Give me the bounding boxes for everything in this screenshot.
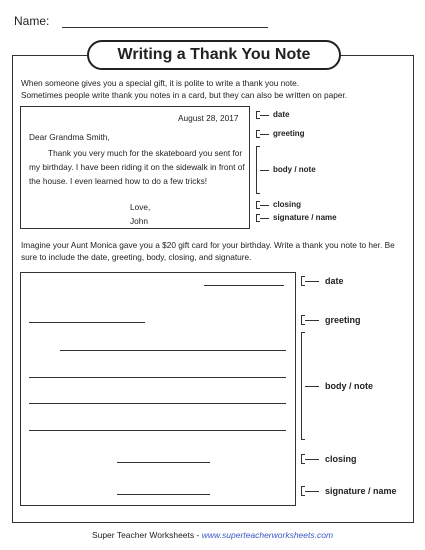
body-connector (260, 170, 269, 171)
footer-text: Super Teacher Worksheets - (91, 530, 202, 540)
write-line-signature[interactable] (117, 494, 210, 495)
write-line-greeting[interactable] (29, 322, 145, 323)
write-line-closing[interactable] (117, 462, 210, 463)
footer (0, 530, 425, 540)
intro-text (21, 77, 411, 101)
signature-connector (305, 491, 319, 492)
writing-prompt: Imagine your Aunt Monica gave you a $20 gift card for your birthday. Write a thank you note to her. Be sure to include the date, greeting, body, closing, and signature. (21, 240, 395, 262)
sample-date: August 28, 2017 (178, 113, 239, 123)
label-signature: signature / name (325, 486, 397, 496)
label-closing: closing (325, 454, 357, 464)
footer-link[interactable]: www.superteacherworksheets.com (201, 530, 334, 540)
worksheet-title: Writing a Thank You Note (87, 40, 341, 70)
signature-connector (260, 218, 269, 219)
write-line-body[interactable] (29, 403, 286, 404)
label-date: date (273, 110, 290, 119)
closing-connector (305, 459, 319, 460)
label-body: body / note (325, 381, 373, 391)
label-body: body / note (273, 165, 316, 174)
write-line-body[interactable] (29, 430, 286, 431)
label-greeting: greeting (325, 315, 361, 325)
intro-line: When someone gives you a special gift, it is polite to write a thank you note. (21, 78, 300, 88)
write-line-body[interactable] (29, 377, 286, 378)
name-line[interactable] (62, 27, 268, 28)
label-signature: signature / name (273, 213, 337, 222)
label-date: date (325, 276, 344, 286)
date-connector (305, 281, 319, 282)
write-line-body[interactable] (60, 350, 286, 351)
greeting-connector (305, 320, 319, 321)
closing-connector (260, 205, 269, 206)
greeting-connector (260, 134, 269, 135)
label-greeting: greeting (273, 129, 305, 138)
sample-signature: John (130, 216, 148, 226)
writing-box (20, 272, 296, 506)
body-connector (305, 386, 319, 387)
sample-body: Thank you very much for the skateboard you sent for my birthday. I have been riding it on the sidewalk in front of the house. I even learned how to do a few tricks! (29, 148, 245, 186)
sample-greeting: Dear Grandma Smith, (29, 132, 110, 142)
intro-line: Sometimes people write thank you notes in a card, but they can also be written on paper. (21, 90, 348, 100)
name-label: Name: (14, 14, 50, 28)
write-line-date[interactable] (204, 285, 284, 286)
sample-closing: Love, (130, 202, 151, 212)
date-connector (260, 115, 269, 116)
label-closing: closing (273, 200, 302, 209)
